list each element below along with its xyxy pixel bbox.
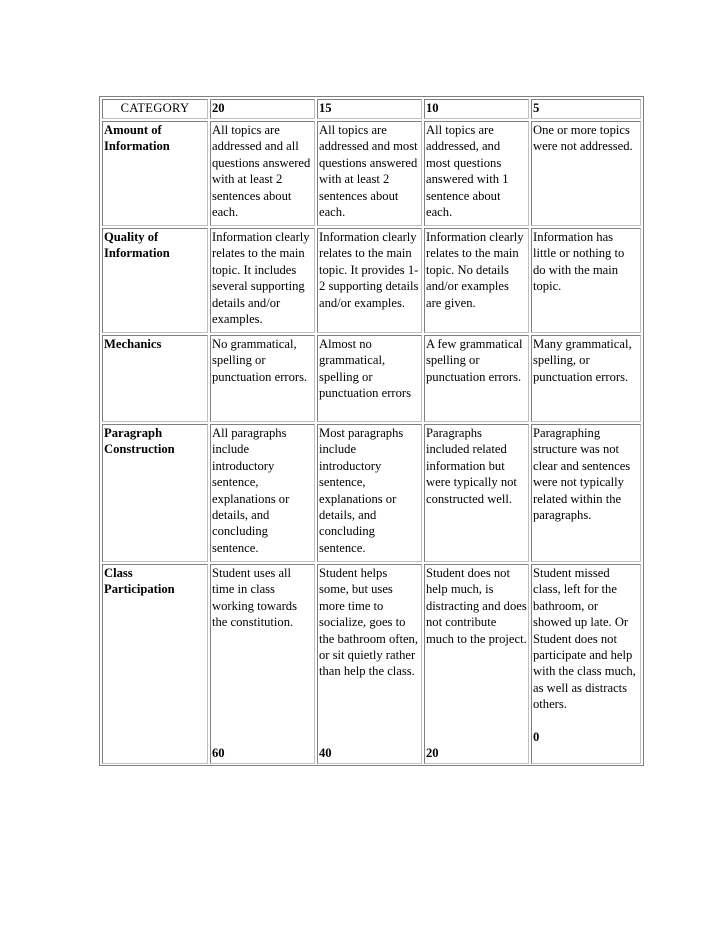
rubric-cell: Information clearly relates to the main topic. It includes several supporting details and/or examples.	[210, 228, 315, 333]
rubric-table-frame	[99, 96, 644, 766]
criterion-label: Paragraph Construction	[104, 426, 175, 457]
criterion-label: Class Participation	[104, 566, 175, 597]
rubric-cell: Most paragraphs include introductory sentence, explanations or details, and concluding sentence.	[317, 424, 422, 562]
rubric-cell: Almost no grammatical, spelling or punctuation errors	[317, 335, 422, 422]
rubric-cell: One or more topics were not addressed.	[531, 121, 641, 226]
rubric-table	[100, 97, 643, 766]
score-value: 20	[426, 745, 439, 760]
header-level-15: 15	[317, 99, 422, 119]
row-class-participation	[102, 564, 641, 764]
rubric-cell: Student does not help much, is distracting and does not contribute much to the project. 20	[424, 564, 529, 764]
row-paragraph-construction	[102, 424, 641, 562]
rubric-cell: A few grammatical spelling or punctuation errors.	[424, 335, 529, 422]
rubric-cell: All paragraphs include introductory sentence, explanations or details, and concluding sentence.	[210, 424, 315, 562]
rubric-cell: All topics are addressed, and most questions answered with 1 sentence about each.	[424, 121, 529, 226]
rubric-cell: Information has little or nothing to do with the main topic.	[531, 228, 641, 333]
header-row	[102, 99, 641, 119]
header-level-20: 20	[210, 99, 315, 119]
rubric-cell: Information clearly relates to the main topic. No details and/or examples are given.	[424, 228, 529, 333]
rubric-cell: Student missed class, left for the bathroom, or showed up late. Or Student does not participate and help with the class much, as well as distracts others. 0	[531, 564, 641, 764]
criterion-label: Mechanics	[104, 337, 162, 351]
criterion-label: Amount of Information	[104, 123, 170, 154]
criterion-cell	[102, 424, 208, 562]
rubric-cell: Paragraphing structure was not clear and sentences were not typically related within the paragraphs.	[531, 424, 641, 562]
criterion-cell	[102, 564, 208, 764]
rubric-cell: Student uses all time in class working towards the constitution. 60	[210, 564, 315, 764]
header-category: CATEGORY	[102, 99, 208, 119]
rubric-cell: Paragraphs included related information but were typically not constructed well.	[424, 424, 529, 562]
rubric-cell: All topics are addressed and all questions answered with at least 2 sentences about each.	[210, 121, 315, 226]
row-mechanics	[102, 335, 641, 422]
score-value: 40	[319, 745, 332, 760]
rubric-cell: Many grammatical, spelling, or punctuation errors.	[531, 335, 641, 422]
score-value: 0	[533, 729, 540, 744]
rubric-cell: No grammatical, spelling or punctuation errors.	[210, 335, 315, 422]
score-value: 60	[212, 745, 225, 760]
criterion-cell	[102, 335, 208, 422]
rubric-cell: All topics are addressed and most questions answered with at least 2 sentences about each.	[317, 121, 422, 226]
row-quality-of-information	[102, 228, 641, 333]
criterion-cell	[102, 228, 208, 333]
rubric-cell: Information clearly relates to the main topic. It provides 1-2 supporting details and/or examples.	[317, 228, 422, 333]
criterion-cell	[102, 121, 208, 226]
rubric-cell: Student helps some, but uses more time to socialize, goes to the bathroom often, or sit quietly rather than help the class. 40	[317, 564, 422, 764]
header-level-10: 10	[424, 99, 529, 119]
criterion-label: Quality of Information	[104, 230, 170, 261]
header-level-5: 5	[531, 99, 641, 119]
row-amount-of-information	[102, 121, 641, 226]
